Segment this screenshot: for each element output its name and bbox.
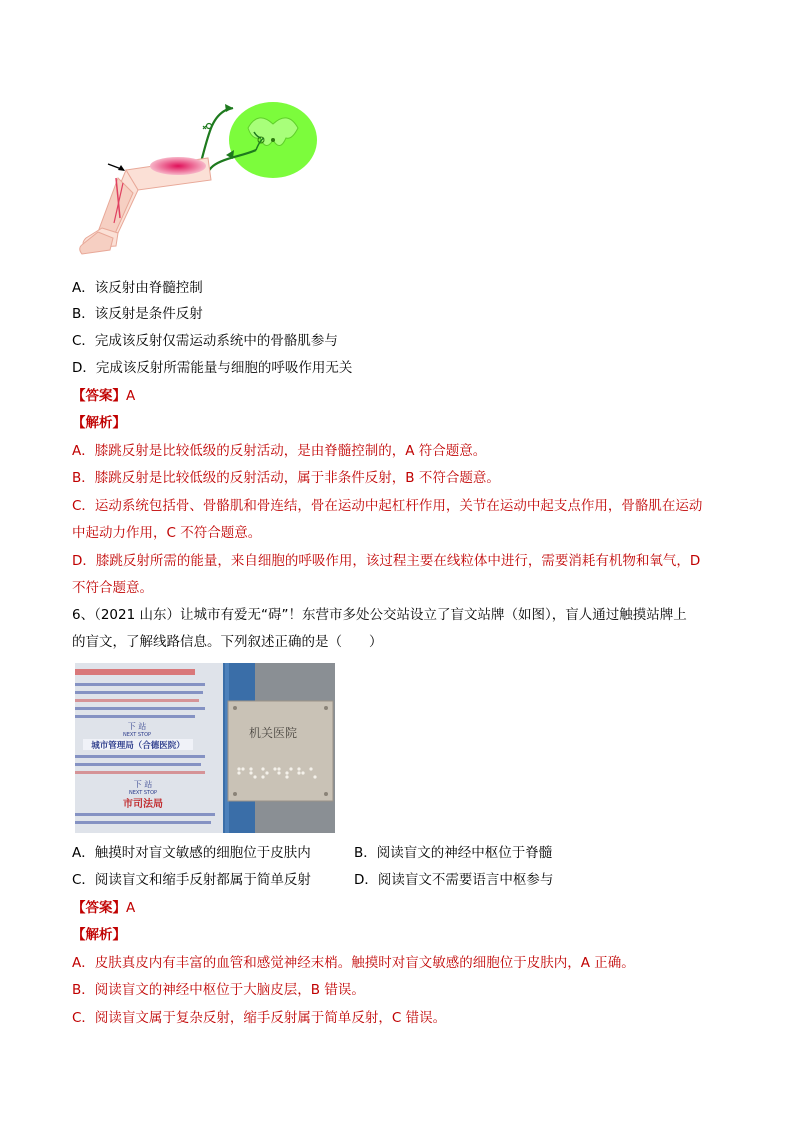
q5-option-c: C．完成该反射仅需运动系统中的骨骼肌参与 (72, 333, 338, 349)
q5-option-b: B．该反射是条件反射 (72, 306, 203, 322)
q5-analysis-b: B．膝跳反射是比较低级的反射活动，属于非条件反射，B 不符合题意。 (72, 470, 500, 486)
q6-answer (72, 898, 135, 918)
q6-analysis-label: 【解析】 (72, 927, 126, 943)
next-stop-label-2: 下 站 (133, 780, 153, 789)
q6-option-b: B．阅读盲文的神经中枢位于脊髓 (354, 845, 553, 861)
q6-option-d: D．阅读盲文不需要语言中枢参与 (354, 872, 554, 888)
legs-illustration (80, 157, 211, 254)
q6-analysis-b: B．阅读盲文的神经中枢位于大脑皮层，B 错误。 (72, 982, 365, 998)
sign-text: 机关医院 (248, 726, 298, 740)
braille-sign-photo (75, 663, 335, 833)
q5-analysis-a: A．膝跳反射是比较低级的反射活动，是由脊髓控制的，A 符合题意。 (72, 443, 487, 459)
q6-option-c: C．阅读盲文和缩手反射都属于简单反射 (72, 872, 311, 888)
arrow-icon (225, 104, 233, 112)
answer-value: A (126, 900, 136, 916)
q5-analysis-c-line1: C．运动系统包括骨、骨骼肌和骨连结，骨在运动中起杠杆作用，关节在运动中起支点作用，骨骼肌在运动 (72, 498, 703, 514)
q6-stem-line2: 的盲文，了解线路信息。下列叙述正确的是（ ） (72, 634, 383, 650)
q5-analysis-c-line2: 中起动力作用，C 不符合题意。 (72, 525, 262, 541)
answer-label: 【答案】 (72, 388, 126, 404)
spinal-cord-section (229, 102, 317, 178)
stop-name-1: 城市管理局（合德医院） (91, 741, 185, 751)
q5-option-d: D．完成该反射所需能量与细胞的呼吸作用无关 (72, 360, 353, 376)
stop-name-2: 市司法局 (123, 799, 163, 810)
q6-analysis-c: C．阅读盲文属于复杂反射，缩手反射属于简单反射，C 错误。 (72, 1010, 447, 1026)
q5-answer (72, 386, 135, 406)
q5-analysis-d-line1: D．膝跳反射所需的能量，来自细胞的呼吸作用，该过程主要在线粒体中进行，需要消耗有机物和氧气，D (72, 553, 701, 569)
next-stop-english-2: NEXT STOP (128, 790, 158, 796)
q5-analysis-label: 【解析】 (72, 415, 126, 431)
bus-route-poster (75, 663, 223, 833)
q5-analysis-d-line2: 不符合题意。 (72, 580, 153, 596)
braille-plate (228, 701, 333, 801)
next-stop-label: 下 站 (127, 722, 147, 731)
q6-stem-line1: 6、（2021 山东）让城市有爱无“碍”！东营市多处公交站设立了盲文站牌（如图），盲人通过触摸站牌上 (72, 607, 687, 623)
knee-jerk-reflex-figure (78, 98, 328, 263)
answer-value: A (126, 388, 136, 404)
q6-option-a: A．触摸时对盲文敏感的细胞位于皮肤内 (72, 845, 311, 861)
q5-option-a: A．该反射由脊髓控制 (72, 280, 203, 296)
next-stop-english: NEXT STOP (122, 732, 152, 738)
answer-label: 【答案】 (72, 900, 126, 916)
q6-analysis-a: A．皮肤真皮内有丰富的血管和感觉神经末梢。触摸时对盲文敏感的细胞位于皮肤内，A 正确。 (72, 955, 635, 971)
